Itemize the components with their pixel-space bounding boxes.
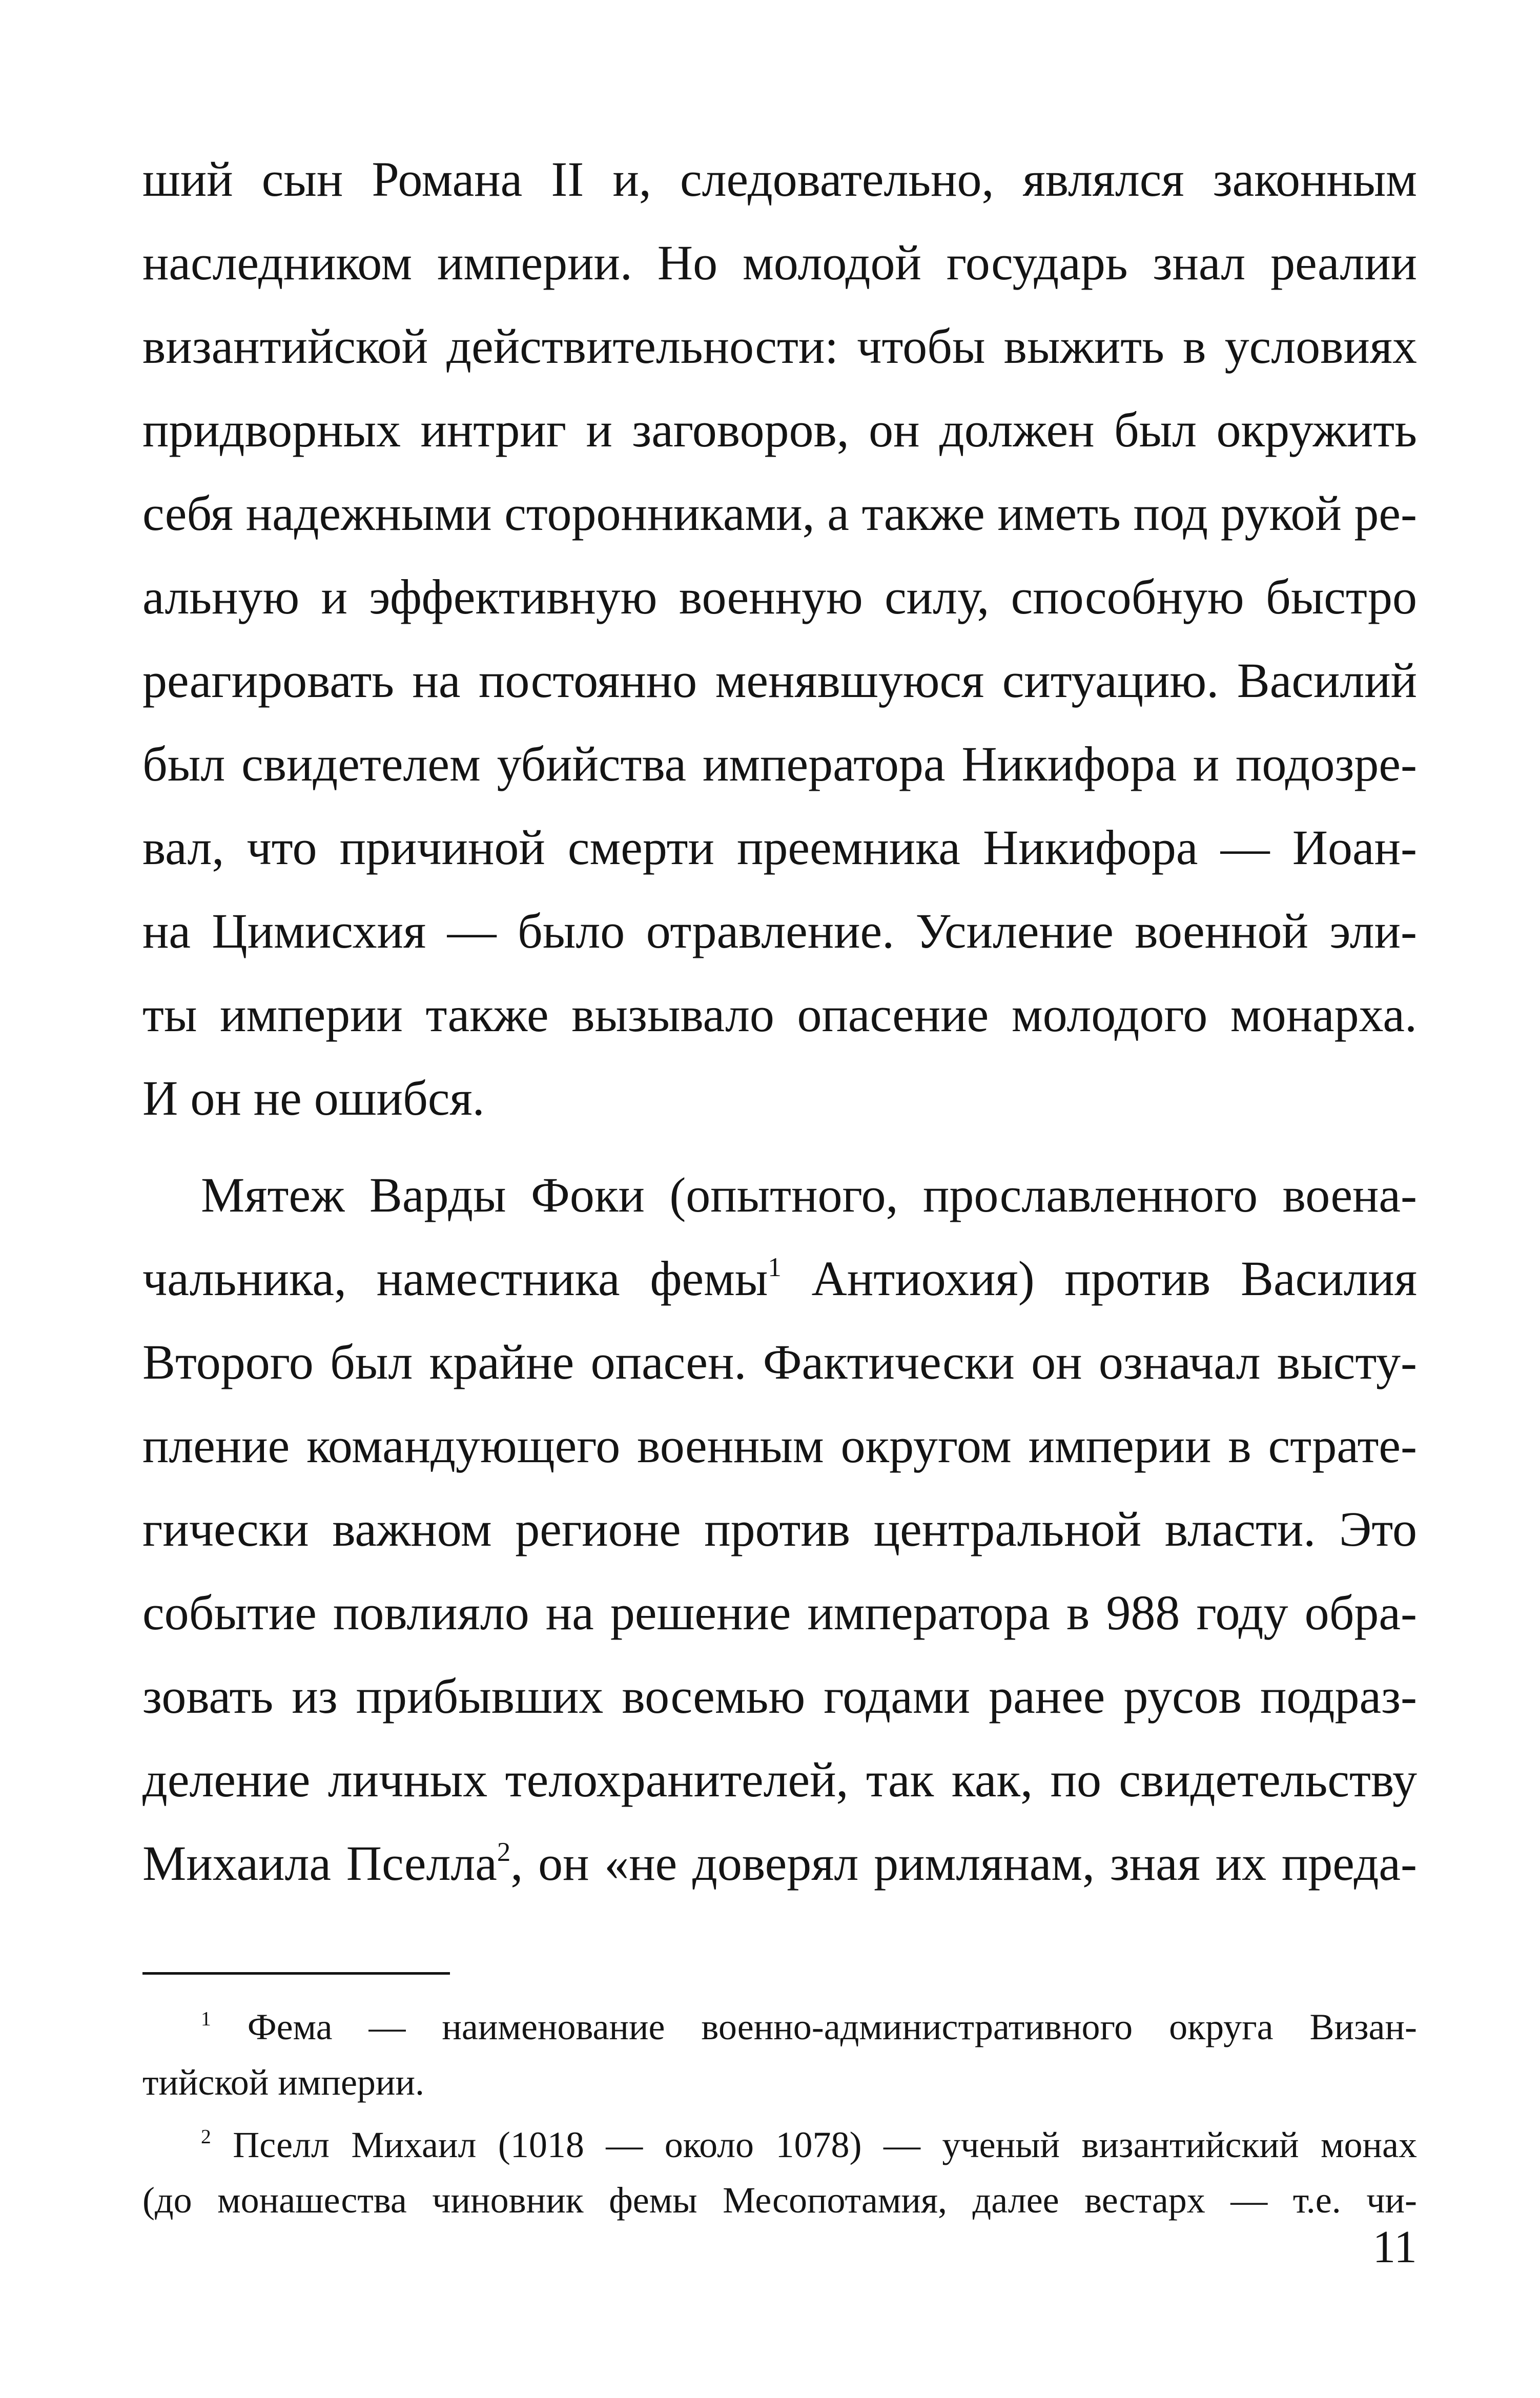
- body-line: альную и эффективную военную силу, способную быстро: [142, 569, 1417, 624]
- body-line: ший сын Романа II и, следовательно, являлся законным: [142, 152, 1417, 207]
- line-text: Антиохия) против Василия: [781, 1251, 1417, 1306]
- body-line: [142, 1248, 1417, 1309]
- body-line: Второго был крайне опасен. Фактически он означал высту-: [142, 1335, 1417, 1389]
- line-text: , он «не доверял римлянам, зная их преда-: [510, 1836, 1417, 1891]
- page-number: 11: [1372, 2222, 1417, 2272]
- body-line: был свидетелем убийства императора Никифора и подозре-: [142, 736, 1417, 791]
- body-line: себя надежными сторонниками, а также иметь под рукой ре-: [142, 486, 1417, 541]
- body-line: зовать из прибывших восемью годами ранее русов подраз-: [142, 1669, 1417, 1724]
- footnote-marker: 1: [201, 2007, 211, 2030]
- footnote-separator: [142, 1972, 450, 1975]
- line-text: чальника, наместника фемы: [142, 1251, 768, 1306]
- body-line: реагировать на постоянно менявшуюся ситуацию. Василий: [142, 653, 1417, 708]
- body-line: придворных интриг и заговоров, он должен был окружить: [142, 402, 1417, 457]
- footnote-marker: 2: [201, 2125, 211, 2148]
- body-line: ты империи также вызывало опасение молодого монарха.: [142, 987, 1417, 1042]
- footnote-line: (до монашества чиновник фемы Месопотамия, далее вестарх — т.е. чи-: [142, 2180, 1417, 2221]
- body-line: [142, 1833, 1417, 1894]
- body-line: гически важном регионе против центральной власти. Это: [142, 1502, 1417, 1556]
- body-line: наследником империи. Но молодой государь знал реалии: [142, 235, 1417, 290]
- footnote-line: [201, 2001, 1417, 2053]
- body-line: вал, что причиной смерти преемника Никифора — Иоан-: [142, 820, 1417, 875]
- body-line: Мятеж Варды Фоки (опытного, прославленного военa-: [201, 1167, 1417, 1222]
- body-line: И он не ошибся.: [142, 1071, 485, 1125]
- body-line: событие повлияло на решение императора в 988 году обра-: [142, 1585, 1417, 1640]
- body-line: на Цимисхия — было отравление. Усиление военной эли-: [142, 904, 1417, 958]
- footnote-text: Пселл Михаил (1018 — около 1078) — ученый византийский монах: [211, 2124, 1417, 2165]
- footnote-ref: 1: [768, 1253, 782, 1283]
- footnote-line: [201, 2119, 1417, 2170]
- footnote-ref: 2: [497, 1837, 511, 1868]
- line-text: Михаила Пселла: [142, 1836, 497, 1891]
- body-line: деление личных телохранителей, так как, по свидетельству: [142, 1752, 1417, 1807]
- footnote-line: тийской империи.: [142, 2062, 424, 2103]
- body-line: византийской действительности: чтобы выжить в условиях: [142, 319, 1417, 374]
- body-line: пление командующего военным округом империи в страте-: [142, 1418, 1417, 1473]
- footnote-text: Фема — наименование военно-административного округа Визан-: [211, 2006, 1417, 2047]
